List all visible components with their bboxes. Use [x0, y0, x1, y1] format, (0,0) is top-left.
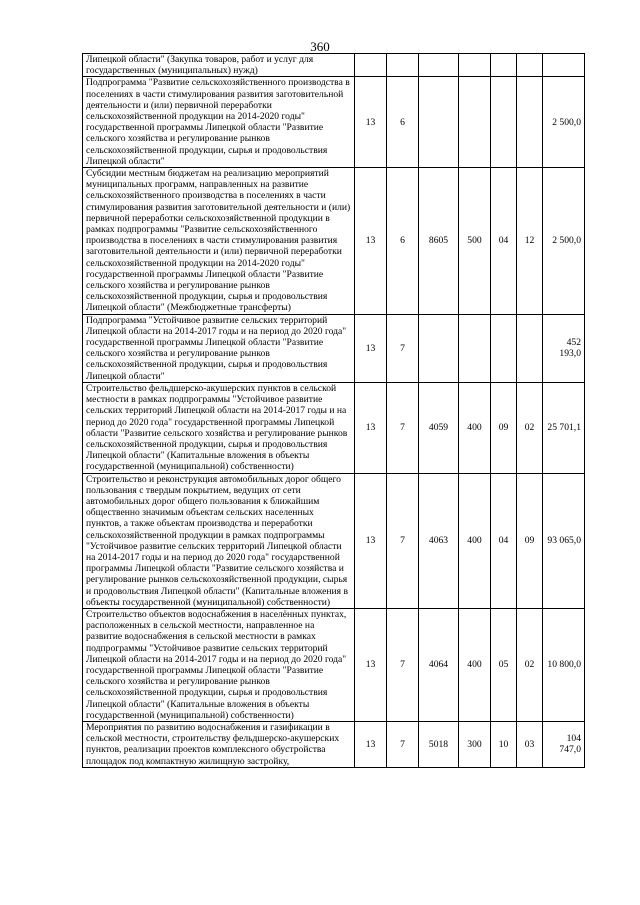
amount: 2 500,0 [543, 77, 585, 168]
division-code [491, 314, 517, 382]
description-line: деятельности и (или) первичной переработки [86, 99, 272, 111]
description-line: Липецкой области" [86, 155, 165, 167]
target-article-code: 4059 [419, 382, 459, 473]
description-line: сельскохозяйственной продукции, сырья и продовольствия [86, 438, 328, 450]
description-line: стимулирования развития заготовительной деятельности и (или) [86, 201, 351, 213]
amount: 104 747,0 [543, 721, 585, 767]
description-line: расположенных в сельской местности, направленное на [86, 620, 315, 632]
subdivision-code [517, 314, 543, 382]
page-number: 360 [310, 39, 330, 54]
description-line: сельского хозяйства и регулирование рынков [86, 676, 270, 688]
target-article-code: 4063 [419, 473, 459, 608]
table-row [83, 314, 585, 382]
section-code [355, 54, 387, 77]
division-code: 09 [491, 382, 517, 473]
description-line: сельского хозяйства и регулирование рынков [86, 348, 270, 360]
expense-type-code: 400 [459, 473, 491, 608]
description-line: местности в рамках подпрограммы "Устойчивое развитие [86, 394, 323, 406]
description-line: государственной (муниципальной) собственности) [86, 709, 294, 721]
table-row [83, 473, 585, 608]
row-description [83, 473, 355, 608]
description-line: области "Развитие сельского хозяйства и регулирование рынков [86, 427, 348, 439]
description-line: Субсидии местным бюджетам на реализацию мероприятий [86, 168, 329, 180]
description-line: государственной программы Липецкой области "Развитие [86, 664, 324, 676]
subprogram-code: 7 [387, 608, 419, 721]
description-line: сельскохозяйственной продукции на 2014-2020 годы" [86, 111, 305, 123]
subdivision-code: 03 [517, 721, 543, 767]
description-line: пунктов, а также объектам производства и переработки [86, 518, 313, 530]
description-line: Липецкой области" [86, 370, 165, 382]
description-line: Подпрограмма "Устойчивое развитие сельских территорий [86, 314, 328, 326]
description-line: сельскохозяйственной продукции, сырья и продовольствия [86, 144, 328, 156]
description-line: государственной (муниципальной) собственности) [86, 461, 294, 473]
division-code: 04 [491, 168, 517, 315]
expense-type-code [459, 54, 491, 77]
row-description [83, 382, 355, 473]
description-line: сельскохозяйственной продукции на 2014-2020 годы" [86, 257, 305, 269]
subprogram-code [387, 54, 419, 77]
description-line: сельскохозяйственной продукции в рамках подпрограммы [86, 529, 325, 541]
row-description [83, 168, 355, 315]
budget-table [82, 53, 585, 768]
target-article-code: 8605 [419, 168, 459, 315]
description-line: объекты государственной (муниципальной) собственности) [86, 596, 331, 608]
table-body [83, 54, 585, 768]
subdivision-code: 02 [517, 608, 543, 721]
subdivision-code [517, 77, 543, 168]
subprogram-code: 7 [387, 314, 419, 382]
expense-type-code: 400 [459, 608, 491, 721]
description-line: на 2014-2017 годы и на период до 2020 года" государственной [86, 551, 340, 563]
description-line: государственной программы Липецкой области "Развитие [86, 122, 324, 134]
target-article-code: 5018 [419, 721, 459, 767]
description-line: развитие водоснабжения в сельской местности в рамках [86, 631, 316, 643]
section-code: 13 [355, 77, 387, 168]
table-row [83, 382, 585, 473]
description-line: период до 2020 года" государственной программы Липецкой [86, 416, 335, 428]
description-line: Липецкой области" (Капитальные вложения в объекты [86, 698, 310, 710]
description-line: Подпрограмма "Развитие сельскохозяйственного производства в [86, 77, 350, 89]
expense-type-code: 300 [459, 721, 491, 767]
description-line: сельскохозяйственной продукции, сырья и продовольствия [86, 291, 328, 303]
description-line: заготовительной деятельности и (или) первичной переработки [86, 246, 342, 258]
description-line: рамках подпрограммы "Развитие сельскохозяйственного [86, 224, 318, 236]
division-code: 10 [491, 721, 517, 767]
description-line: муниципальных программ, направленных на развитие [86, 179, 309, 191]
target-article-code [419, 77, 459, 168]
table-row [83, 608, 585, 721]
table-row [83, 721, 585, 767]
description-line: Липецкой области на 2014-2017 годы и на период до 2020 года" [86, 325, 347, 337]
section-code: 13 [355, 168, 387, 315]
description-line: подпрограммы "Устойчивое развитие сельских территорий [86, 642, 328, 654]
section-code: 13 [355, 314, 387, 382]
row-description [83, 77, 355, 168]
amount: 93 065,0 [543, 473, 585, 608]
row-description [83, 721, 355, 767]
description-line: государственной программы Липецкой области "Развитие [86, 337, 324, 349]
description-line: регулирование рынков сельскохозяйственной продукции, сырья [86, 574, 348, 586]
description-line: сельскохозяйственной продукции, сырья и продовольствия [86, 359, 328, 371]
division-code: 04 [491, 473, 517, 608]
description-line: Мероприятия по развитию водоснабжения и газификации в [86, 721, 330, 733]
target-article-code: 4064 [419, 608, 459, 721]
target-article-code [419, 54, 459, 77]
description-line: Липецкой области на 2014-2017 годы и на период до 2020 года" [86, 653, 347, 665]
description-line: первичной переработки сельскохозяйственной продукции в [86, 212, 330, 224]
subdivision-code: 09 [517, 473, 543, 608]
row-description [83, 314, 355, 382]
description-line: площадок под компактную жилищную застройку, [86, 755, 290, 767]
description-line: государственных (муниципальных) нужд) [86, 65, 258, 77]
division-code: 05 [491, 608, 517, 721]
expense-type-code [459, 314, 491, 382]
amount: 452 193,0 [543, 314, 585, 382]
subprogram-code: 7 [387, 382, 419, 473]
target-article-code [419, 314, 459, 382]
table-row [83, 77, 585, 168]
description-line: сельского хозяйства и регулирование рынков [86, 280, 270, 292]
row-description [83, 54, 355, 77]
division-code [491, 54, 517, 77]
expense-type-code: 500 [459, 168, 491, 315]
expense-type-code [459, 77, 491, 168]
description-line: пользования с твердым покрытием, ведущих от сети [86, 484, 301, 496]
description-line: Строительство и реконструкция автомобильных дорог общего [86, 473, 341, 485]
description-line: "Устойчивое развитие сельских территорий Липецкой области [86, 540, 342, 552]
description-line: Липецкой области" (Закупка товаров, работ и услуг для [86, 54, 314, 65]
description-line: и продовольствия Липецкой области" (Капитальные вложения в [86, 585, 348, 597]
description-line: сельских территорий Липецкой области на 2014-2017 годы и на [86, 405, 347, 417]
subprogram-code: 6 [387, 77, 419, 168]
subprogram-code: 7 [387, 473, 419, 608]
section-code: 13 [355, 608, 387, 721]
description-line: автомобильных дорог общего пользования к ближайшим [86, 495, 320, 507]
description-line: сельского хозяйства и регулирование рынков [86, 133, 270, 145]
amount: 10 800,0 [543, 608, 585, 721]
division-code [491, 77, 517, 168]
section-code: 13 [355, 382, 387, 473]
section-code: 13 [355, 473, 387, 608]
subdivision-code: 02 [517, 382, 543, 473]
description-line: производства в поселениях в части стимулирования развития [86, 235, 338, 247]
amount [543, 54, 585, 77]
description-line: поселениях в части стимулирования развития заготовительной [86, 88, 344, 100]
subprogram-code: 6 [387, 168, 419, 315]
description-line: сельскохозяйственной продукции, сырья и продовольствия [86, 687, 328, 699]
description-line: государственной программы Липецкой области "Развитие [86, 268, 324, 280]
subprogram-code: 7 [387, 721, 419, 767]
amount: 25 701,1 [543, 382, 585, 473]
description-line: сельскохозяйственного производства в поселениях в части [86, 190, 326, 202]
table-row [83, 168, 585, 315]
subdivision-code: 12 [517, 168, 543, 315]
description-line: сельской местности, строительству фельдшерско-акушерских [86, 733, 340, 745]
subdivision-code [517, 54, 543, 77]
table-row [83, 54, 585, 77]
description-line: Строительство объектов водоснабжения в населённых пунктах, [86, 608, 347, 620]
description-line: программы Липецкой области "Развитие сельского хозяйства и [86, 563, 344, 575]
description-line: Липецкой области" (Капитальные вложения в объекты [86, 450, 310, 462]
expense-type-code: 400 [459, 382, 491, 473]
section-code: 13 [355, 721, 387, 767]
description-line: общественно значимым объектам сельских населенных [86, 507, 314, 519]
row-description [83, 608, 355, 721]
description-line: Строительство фельдшерско-акушерских пунктов в сельской [86, 382, 337, 394]
amount: 2 500,0 [543, 168, 585, 315]
description-line: Липецкой области" (Межбюджетные трансферты) [86, 302, 291, 314]
description-line: пунктов, реализации проектов комплексного обустройства [86, 744, 326, 756]
